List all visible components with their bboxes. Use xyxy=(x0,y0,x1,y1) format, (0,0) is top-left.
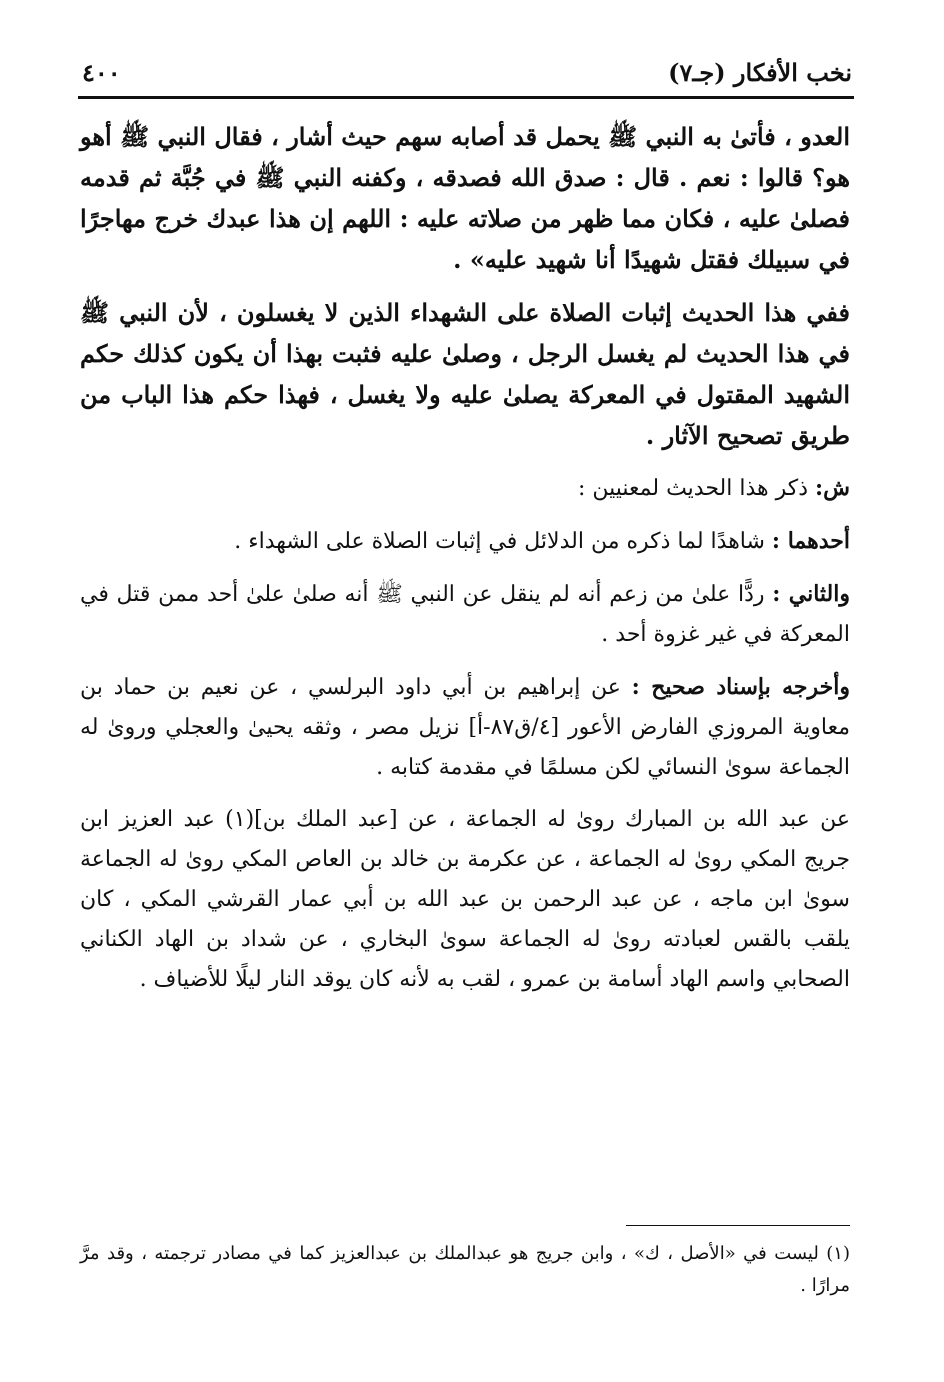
paragraph-narrators: عن عبد الله بن المبارك روىٰ له الجماعة ، عن [عبد الملك بن](١) عبد العزيز ابن جريج المكي روىٰ له الجماعة ، عن عكرمة بن خالد بن العاص المكي روىٰ له الجماعة سوىٰ ابن ماجه ، عن عبد الرحمن بن عبد الله بن أبي عمار القرشي المكي ، كان يلقب بالقس لعبادته روىٰ له الجماعة سوىٰ البخاري ، عن شداد بن الهاد الكناني الصحابي واسم الهاد أسامة بن عمرو ، لقب به لأنه كان يوقد النار ليلًا للأضياف . xyxy=(80,807,850,992)
commentary-block xyxy=(80,468,850,1000)
first-meaning-text: شاهدًا لما ذكره من الدلائل في إثبات الصلاة على الشهداء . xyxy=(234,529,772,554)
commentary-marker: ش: xyxy=(815,475,850,501)
main-text xyxy=(80,116,850,1000)
isnad-label: وأخرجه بإسناد صحيح : xyxy=(631,674,850,700)
second-meaning-label: والثاني : xyxy=(772,581,850,607)
header-divider xyxy=(78,96,854,99)
paragraph-second-meaning xyxy=(80,574,850,655)
paragraph-first-meaning xyxy=(80,521,850,562)
book-title: نخب الأفكار (جـ٧) xyxy=(668,58,852,87)
paragraph-hadith-ending: العدو ، فأتىٰ به النبي ﷺ يحمل قد أصابه سهم حيث أشار ، فقال النبي ﷺ أهو هو؟ قالوا : نعم . قال : صدق الله فصدقه ، وكفنه النبي ﷺ في جُبَّة ثم قدمه فصلىٰ عليه ، فكان مما ظهر من صلاته عليه : اللهم إن هذا عبدك خرج مهاجرًا في سبيلك فقتل شهيدًا أنا شهيد عليه» . xyxy=(80,122,850,274)
page-number: ٤٠٠ xyxy=(82,58,121,87)
hadith-text-block xyxy=(80,116,850,456)
commentary-intro-text: ذكر هذا الحديث لمعنيين : xyxy=(577,476,816,501)
paragraph-ruling: ففي هذا الحديث إثبات الصلاة على الشهداء الذين لا يغسلون ، لأن النبي ﷺ في هذا الحديث لم يغسل الرجل ، وصلىٰ عليه فثبت بهذا أن يكون كذلك حكم الشهيد المقتول في المعركة يصلىٰ عليه ولا يغسل ، فهذا حكم هذا الباب من طريق تصحيح الآثار . xyxy=(80,298,850,450)
running-header xyxy=(82,58,852,87)
paragraph-isnad xyxy=(80,667,850,788)
footnote-divider xyxy=(626,1225,850,1226)
footnote: (١) ليست في «الأصل ، ك» ، وابن جريج هو عبدالملك بن عبدالعزيز كما في مصادر ترجمته ، وقد مرَّ مرارًا . xyxy=(80,1243,850,1296)
isnad-text: عن إبراهيم بن أبي داود البرلسي ، عن نعيم بن حماد بن معاوية المروزي الفارض الأعور [٤/ق٨٧-أ] نزيل مصر ، وثقه يحيىٰ والعجلي وروىٰ له الجماعة سوىٰ النسائي لكن مسلمًا في مقدمة كتابه . xyxy=(80,675,850,780)
first-meaning-label: أحدهما : xyxy=(771,528,850,554)
second-meaning-text: ردًّا علىٰ من زعم أنه لم ينقل عن النبي ﷺ أنه صلىٰ علىٰ أحد ممن قتل في المعركة في غير غزوة أحد . xyxy=(80,582,850,647)
paragraph-commentary-intro xyxy=(80,468,850,509)
